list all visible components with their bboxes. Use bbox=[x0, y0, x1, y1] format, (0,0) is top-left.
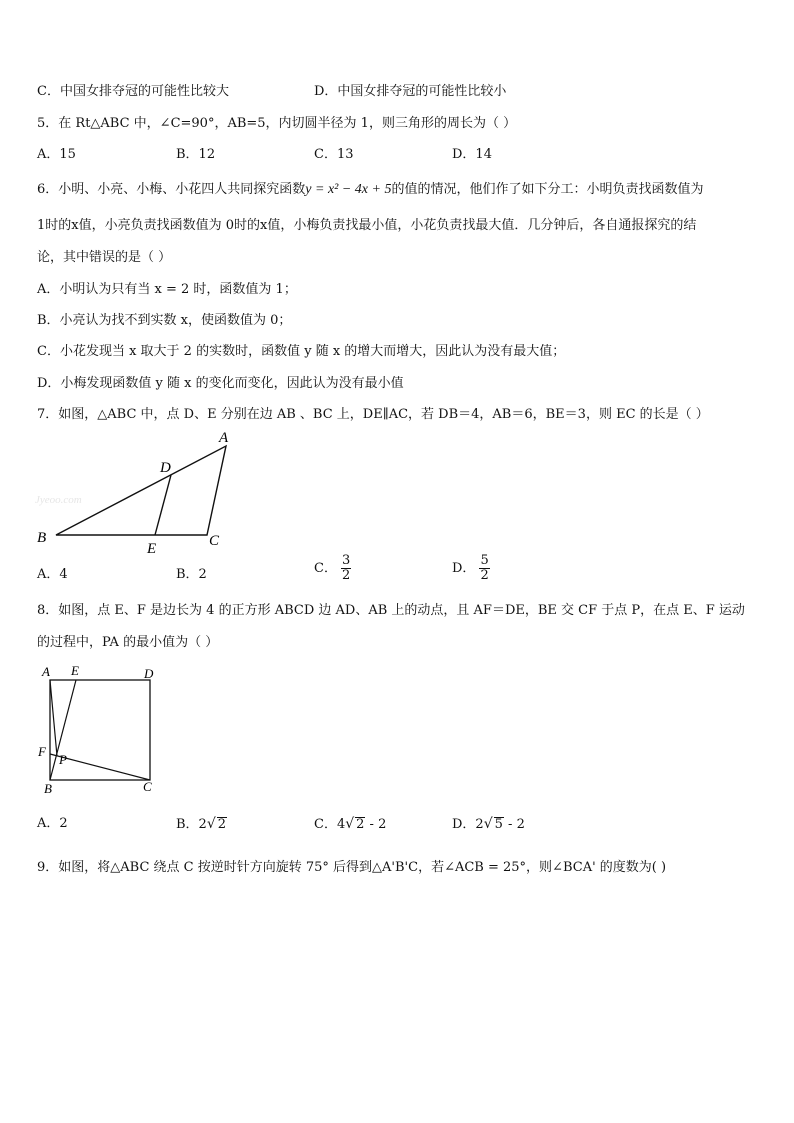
q8-option-c bbox=[314, 816, 386, 833]
fraction-denominator: 2 bbox=[480, 568, 489, 583]
q4-option-c: C．中国女排夺冠的可能性比较大 bbox=[37, 84, 229, 99]
q8-option-d-prefix: D．2 bbox=[452, 817, 484, 832]
q6-option-a: A．小明认为只有当 x = 2 时，函数值为 1； bbox=[37, 282, 297, 297]
q7-option-d bbox=[452, 554, 490, 583]
q8-figure bbox=[30, 660, 165, 795]
fraction-numerator: 5 bbox=[480, 553, 489, 568]
segment-de bbox=[155, 475, 171, 535]
label-e: E bbox=[71, 663, 79, 678]
label-f: F bbox=[38, 744, 46, 759]
label-a: A bbox=[219, 430, 229, 446]
fraction-denominator: 2 bbox=[341, 568, 351, 583]
q7-option-c-prefix: C． bbox=[314, 561, 337, 576]
q6-option-c: C．小花发现当 x 取大于 2 的实数时，函数值 y 随 x 的增大而增大，因此认为没有最大值； bbox=[37, 344, 566, 359]
q8-option-d-suffix: - 2 bbox=[503, 817, 525, 832]
label-p: P bbox=[59, 752, 67, 767]
q5-stem: 5．在 Rt△ABC 中，∠C=90°，AB=5，内切圆半径为 1，则三角形的周长为（ ） bbox=[37, 116, 517, 131]
fraction-numerator: 3 bbox=[341, 553, 351, 568]
radical-sign: √ bbox=[483, 816, 493, 832]
q8-option-c-prefix: C．4 bbox=[314, 817, 346, 832]
q9-stem: 9．如图，将△ABC 绕点 C 按逆时针方向旋转 75° 后得到△A'B'C，若∠ACB = 25°，则∠BCA' 的度数为( ) bbox=[37, 860, 667, 875]
q8-option-b bbox=[176, 816, 227, 833]
label-c: C bbox=[143, 779, 152, 794]
q6-option-d: D．小梅发现函数值 y 随 x 的变化而变化，因此认为没有最小值 bbox=[37, 376, 404, 391]
q6-option-b: B．小亮认为找不到实数 x，使函数值为 0； bbox=[37, 313, 292, 328]
q8-stem-line1: 8．如图，点 E、F 是边长为 4 的正方形 ABCD 边 AD、AB 上的动点，且 AF＝DE，BE 交 CF 于点 P，在点 E、F 运动 bbox=[37, 603, 745, 618]
label-d: D bbox=[160, 460, 171, 476]
q8-option-c-suffix: - 2 bbox=[365, 817, 387, 832]
radicand: 2 bbox=[217, 817, 227, 832]
q6-stem-line1 bbox=[37, 182, 703, 198]
q6-stem-line2: 1时的x值，小亮负责找函数值为 0时的x值，小梅负责找最小值，小花负责找最大值．几分钟后，各自通报探究的结 bbox=[37, 218, 697, 233]
q7-option-b: B．2 bbox=[176, 567, 207, 582]
triangle-abc bbox=[56, 446, 226, 535]
q6-stem-part2: 的值的情况，他们作了如下分工：小明负责找函数值为 bbox=[391, 182, 704, 197]
q5-option-d: D．14 bbox=[452, 147, 492, 162]
q8-option-b-prefix: B．2 bbox=[176, 817, 207, 832]
segment-pa bbox=[50, 680, 57, 756]
q5-option-b: B．12 bbox=[176, 147, 216, 162]
label-c: C bbox=[209, 533, 220, 549]
q7-figure bbox=[30, 425, 240, 557]
q8-option-d bbox=[452, 816, 525, 833]
q7-stem: 7．如图，△ABC 中，点 D、E 分别在边 AB 、BC 上，DE∥AC，若 DB＝4，AB＝6，BE＝3，则 EC 的长是（ ） bbox=[37, 407, 709, 422]
q8-option-a: A．2 bbox=[37, 816, 68, 831]
label-a: A bbox=[42, 664, 50, 679]
q6-stem-part1: 6．小明、小亮、小梅、小花四人共同探究函数 bbox=[37, 182, 306, 197]
q7-option-c-fraction bbox=[341, 554, 351, 583]
q4-option-d: D．中国女排夺冠的可能性比较小 bbox=[314, 84, 507, 99]
q5-option-c: C．13 bbox=[314, 147, 354, 162]
q6-function: y = x² − 4x + 5 bbox=[305, 182, 392, 197]
radicand: 5 bbox=[494, 817, 503, 832]
radical-sign: √ bbox=[206, 816, 216, 832]
q7-option-d-prefix: D． bbox=[452, 561, 476, 576]
q8-stem-line2: 的过程中，PA 的最小值为（ ） bbox=[37, 635, 219, 650]
q7-option-d-fraction bbox=[479, 554, 489, 583]
q7-watermark: Jyeoo.com bbox=[35, 494, 82, 506]
label-b: B bbox=[37, 530, 47, 546]
label-b: B bbox=[44, 781, 52, 795]
q7-option-a: A．4 bbox=[37, 567, 68, 582]
q6-stem-line3: 论，其中错误的是（ ） bbox=[37, 250, 172, 265]
q5-option-a: A．15 bbox=[37, 147, 76, 162]
radicand: 2 bbox=[356, 817, 365, 832]
q7-option-c bbox=[314, 554, 351, 583]
label-d: D bbox=[144, 666, 154, 681]
label-e: E bbox=[147, 541, 157, 557]
radical-sign: √ bbox=[345, 816, 355, 832]
